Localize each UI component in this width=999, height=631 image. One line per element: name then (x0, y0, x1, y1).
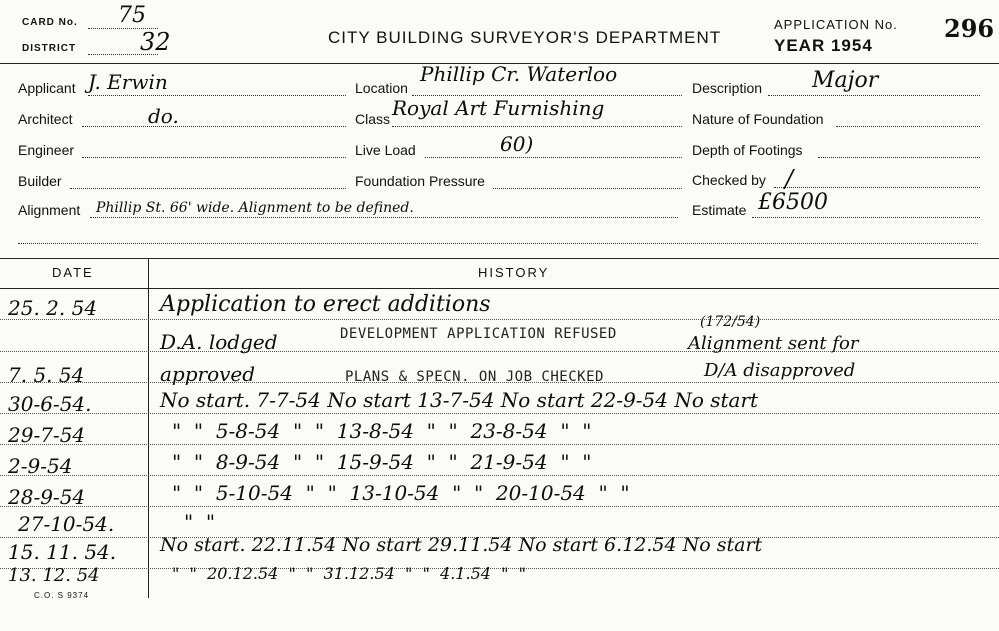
row-date: 27-10-54. (18, 512, 115, 536)
builder-line (70, 188, 346, 189)
history-top-rule (0, 258, 999, 259)
architect-value: do. (148, 104, 179, 128)
applicant-line (88, 95, 346, 96)
class-line (392, 126, 682, 127)
live-load-value: 60) (500, 132, 534, 156)
foundation-pressure-label: Foundation Pressure (355, 173, 485, 189)
card-no-label: CARD No. (22, 17, 78, 28)
date-header: DATE (52, 265, 94, 280)
district-label: DISTRICT (22, 43, 77, 54)
description-line (768, 95, 980, 96)
depth-footings-line (818, 157, 980, 158)
row-date: 25. 2. 54 (8, 296, 98, 320)
row-text-secondary: Alignment sent for (688, 333, 859, 354)
row-text: " " 5-10-54 " " 13-10-54 " " 20-10-54 " " (172, 481, 630, 505)
row-date: 28-9-54 (8, 485, 86, 509)
row-date: 2-9-54 (8, 454, 73, 478)
department-title: CITY BUILDING SURVEYOR'S DEPARTMENT (328, 28, 722, 47)
estimate-value: £6500 (758, 190, 828, 215)
refused-ref: (172/54) (700, 314, 761, 330)
alignment-label: Alignment (18, 202, 81, 218)
checked-by-value: / (785, 165, 794, 193)
architect-label: Architect (18, 111, 73, 127)
engineer-label: Engineer (18, 142, 75, 158)
refused-stamp: DEVELOPMENT APPLICATION REFUSED (340, 326, 617, 342)
location-value: Phillip Cr. Waterloo (420, 62, 618, 86)
row-text: " " (184, 510, 216, 534)
row-line (0, 506, 999, 507)
description-value: Major (812, 68, 879, 93)
applicant-label: Applicant (18, 80, 76, 96)
live-load-label: Live Load (355, 142, 416, 158)
application-no-label: APPLICATION No. (774, 17, 898, 32)
row-text-secondary: D/A disapproved (704, 360, 856, 381)
row-date: 13. 12. 54 (8, 565, 100, 586)
form-code: C.O. S 9374 (34, 591, 90, 600)
card-no-value: 75 (118, 3, 146, 28)
history-header: HISTORY (478, 265, 550, 280)
checked-by-line (774, 187, 980, 188)
row-line (0, 444, 999, 445)
live-load-line (425, 157, 682, 158)
row-text: " " 20.12.54 " " 31.12.54 " " 4.1.54 " " (172, 564, 526, 583)
row-date: 15. 11. 54. (8, 540, 117, 564)
foundation-pressure-line (493, 188, 682, 189)
row-line (0, 475, 999, 476)
district-value: 32 (140, 28, 171, 56)
row-text: approved (160, 362, 256, 386)
plans-stamp: PLANS & SPECN. ON JOB CHECKED (345, 369, 604, 385)
estimate-label: Estimate (692, 202, 747, 218)
row-line (0, 319, 999, 320)
nature-foundation-line (836, 126, 980, 127)
checked-by-label: Checked by (692, 172, 766, 188)
depth-footings-label: Depth of Footings (692, 142, 803, 158)
alignment-line (90, 217, 678, 218)
date-column-divider (148, 258, 149, 598)
estimate-line (752, 217, 980, 218)
history-header-rule (0, 288, 999, 289)
row-text: No start. 22.11.54 No start 29.11.54 No start 6.12.54 No start (160, 534, 763, 556)
nature-foundation-label: Nature of Foundation (692, 111, 824, 127)
row-date: 30-6-54. (8, 392, 92, 416)
row-text: Application to erect additions (160, 292, 491, 317)
class-value: Royal Art Furnishing (392, 96, 605, 120)
blank-line (18, 243, 978, 244)
row-line (0, 413, 999, 414)
row-text: " " 8-9-54 " " 15-9-54 " " 21-9-54 " " (172, 450, 592, 474)
applicant-value: J. Erwin (88, 70, 168, 94)
year-label: YEAR 1954 (774, 36, 873, 55)
row-text: " " 5-8-54 " " 13-8-54 " " 23-8-54 " " (172, 419, 592, 443)
builder-label: Builder (18, 173, 62, 189)
description-label: Description (692, 80, 763, 96)
row-date: 29-7-54 (8, 423, 86, 447)
row-text: No start. 7-7-54 No start 13-7-54 No start 22-9-54 No start (160, 388, 759, 412)
row-text: D.A. lodged (160, 330, 278, 354)
location-label: Location (355, 80, 408, 96)
class-label: Class (355, 111, 391, 127)
application-no-value: 296 (944, 14, 995, 43)
engineer-line (82, 157, 346, 158)
alignment-value: Phillip St. 66' wide. Alignment to be defined. (96, 200, 414, 216)
architect-line (82, 126, 346, 127)
row-date: 7. 5. 54 (8, 363, 85, 387)
